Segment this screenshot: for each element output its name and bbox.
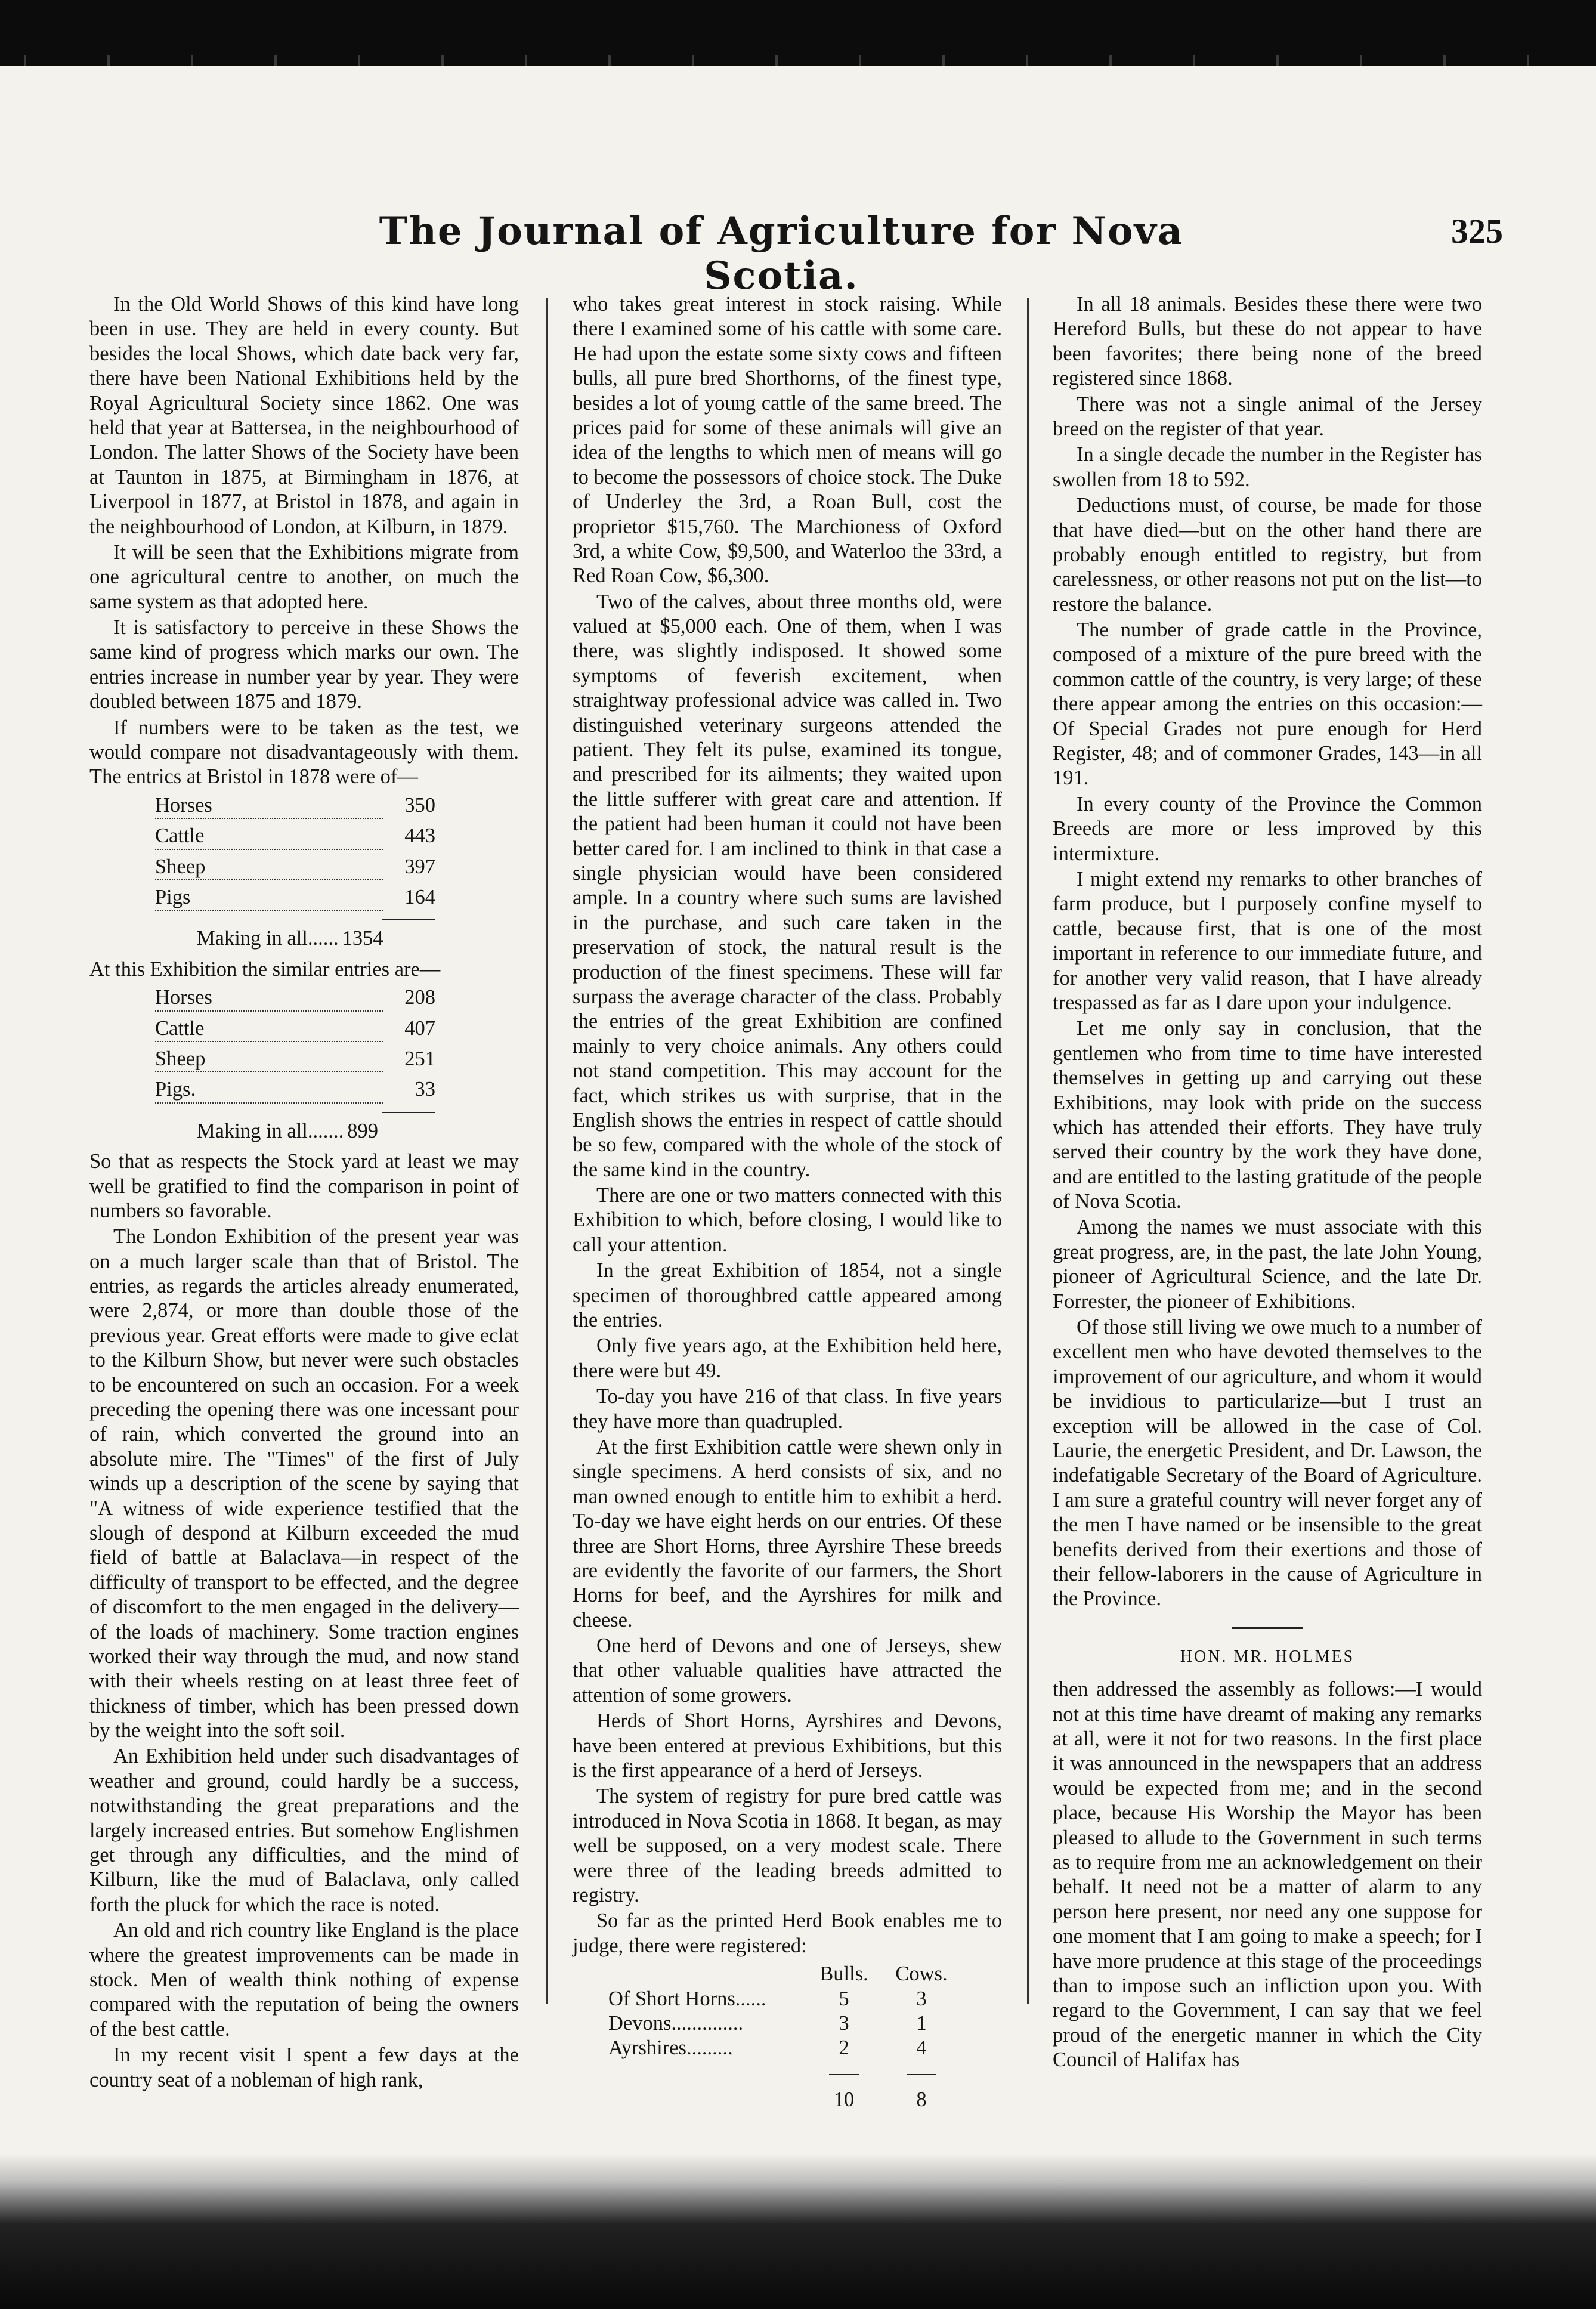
paragraph: In the great Exhibition of 1854, not a single specimen of thoroughbred cattle appeared among the entries. (573, 1259, 1002, 1332)
stat-total (197, 1119, 519, 1143)
paragraph: who takes great interest in stock raising. While there I examined some of his cattle with some care. He had upon the estate some sixty cows and fifteen bulls, all pure bred Shorthorns, of the finest type, besides a lot of young cattle of the same breed. The prices paid for some of these animals will give an idea of the lengths to which men of means will go to become the possessors of choice stock. The Duke of Underley the 3rd, a Roan Bull, cost the proprietor $15,760. The Marchioness of Oxford 3rd, a white Cow, $9,500, and Waterloo the 33rd, a Red Roan Cow, $6,300. (573, 293, 1002, 588)
bristol-entries-table (89, 793, 519, 951)
scan-border-bottom (0, 2154, 1596, 2309)
paragraph: There are one or two matters connected with this Exhibition to which, before closing, I would like to call your attention. (573, 1184, 1002, 1256)
section-divider (1232, 1627, 1303, 1629)
paragraph: In all 18 animals. Besides these there were two Hereford Bulls, but these do not appear to have been favorites; there being none of the breed registered since 1868. (1053, 293, 1482, 390)
stat-value: 164 (404, 885, 435, 908)
stat-total-label: Making in all...... (197, 927, 339, 950)
herd-breed: Of Short Horns...... (608, 1987, 766, 2010)
herd-book-table (573, 1962, 1002, 2112)
herd-total-row (573, 2088, 1002, 2112)
paragraph: In a single decade the number in the Register has swollen from 18 to 592. (1053, 443, 1482, 491)
sum-rule (382, 919, 435, 920)
stat-row (155, 1077, 435, 1108)
stat-value: 350 (404, 793, 435, 817)
stat-label: Sheep (155, 1047, 383, 1072)
column-2 (573, 292, 1002, 2112)
herd-bulls: 5 (839, 1987, 849, 2010)
sum-rule (907, 2074, 936, 2075)
paragraph: I might extend my remarks to other branches of farm produce, but I purposely confine myself to cattle, because first, that is one of the most important in reference to our immediate future, and for another very valid reason, that I have already trespassed as far as I dare upon your indulgence. (1053, 867, 1482, 1014)
paragraph: In the Old World Shows of this kind have long been in use. They are held in every county. But besides the local Shows, which date back very far, there have been National Exhibitions held by the Royal Agricultural Society since 1862. One was held that year at Battersea, in the neighbourhood of London. The latter Shows of the Society have been at Taunton in 1875, at Birmingham in 1876, at Liverpool in 1877, at Bristol in 1878, and again in the neighbourhood of London, at Kilburn, in 1879. (89, 293, 519, 538)
paragraph: It is satisfactory to perceive in these Shows the same kind of progress which marks our own. The entries increase in number year by year. They were doubled between 1875 and 1879. (89, 616, 519, 713)
stat-total-value: 899 (347, 1119, 379, 1142)
herd-row (573, 2036, 1002, 2060)
paragraph: One herd of Devons and one of Jerseys, shew that other valuable qualities have attracted the attention of some growers. (573, 1634, 1002, 1707)
stat-label: Pigs (155, 885, 383, 911)
stat-value: 33 (415, 1078, 435, 1101)
paragraph: Two of the calves, about three months old, were valued at $5,000 each. One of them, when I was there, was slightly indisposed. It showed some symptoms of feverish excitement, when straightway professional advice was called in. Two distinguished veterinary surgeons attended the patient. They felt its pulse, examined its tongue, and prescribed for its ailments; they waited upon the little sufferer with great care and attention. If the patient had been human it could not have been better cared for. I am inclined to think in that case a single physician would have been considered ample. In a country where such sums are lavished in the purchase, and such care taken in the preservation of stock, the natural result is the production of the finest specimens. These will far surpass the average character of the class. Probably the entries of the great Exhibition are confined mainly to very choice animals. Any others could not stand competition. This may account for the fact, which strikes us with surprise, that in the English shows the entries in respect of cattle should be so few, compared with the whole of the stock of the same kind in the country. (573, 590, 1002, 1181)
paragraph: then addressed the assembly as follows:—I would not at this time have dreamt of making any remarks at all, were it not for two reasons. In the first place it was announced in the newspapers that an address would be expected from me; and in the second place, because His Worship the Mayor has been pleased to allude to the Government in such terms as to require from me an acknowledgement on their behalf. It need not be a matter of alarm to any person here present, nor need any one suppose for one moment that I am going to make a speech; for I have more prudence at this stage of the proceedings than to impose such an infliction upon you. With regard to the Government, I can say that we feel proud of the energetic manner in which the City Council of Halifax has (1053, 1678, 1482, 2072)
paragraph: The London Exhibition of the present year was on a much larger scale than that of Bristol. The entries, as regards the articles already enumerated, were 2,874, or more than double those of the previous year. Great efforts were made to give eclat to the Kilburn Show, but never were such obstacles to be encountered on such an occasion. For a week preceding the opening there was one incessant pour of rain, which converted the ground into an absolute mire. The "Times" of the first of July winds up a description of the scene by saying that "A witness of wide experience testified that the slough of despond at Kilburn exceeded the mud field of battle at Balaclava—in respect of the difficulty of transport to be effected, and the degree of discomfort to the men engaged in the delivery—of the loads of machinery. Some traction engines worked their way through the mud, and now stand with their wheels resting on at least three feet of thickness of timber, which has been pressed down by the weight into the soft soil. (89, 1225, 519, 1742)
stat-value: 397 (404, 855, 435, 878)
paragraph: There was not a single animal of the Jersey breed on the register of that year. (1053, 392, 1482, 440)
herd-table-header (805, 1962, 1002, 1986)
stat-row (155, 985, 435, 1016)
column-rule (1027, 298, 1029, 2004)
paragraph: In my recent visit I spent a few days at the country seat of a nobleman of high rank, (89, 2044, 519, 2091)
stat-row (155, 824, 435, 854)
paragraph: So far as the printed Herd Book enables me to judge, there were registered: (573, 1909, 1002, 1957)
page-header (89, 203, 1503, 298)
herd-row (573, 1987, 1002, 2011)
stat-row (155, 885, 435, 916)
stat-row (155, 793, 435, 824)
paragraph: Deductions must, of course, be made for those that have died—but on the other hand there are probably enough entitled to registry, but from carelessness, or other reasons not put on the list—to restore the balance. (1053, 494, 1482, 616)
herd-breed: Ayrshires......... (608, 2036, 733, 2060)
paragraph: Herds of Short Horns, Ayrshires and Devons, have been entered at previous Exhibitions, but this is the first appearance of a herd of Jerseys. (573, 1710, 1002, 1782)
paragraph: If numbers were to be taken as the test, we would compare not disadvantageously with them. The entrics at Bristol in 1878 were of— (89, 716, 519, 789)
stat-value: 407 (404, 1016, 435, 1040)
herd-cows: 1 (916, 2011, 927, 2035)
stat-label: Sheep (155, 855, 383, 880)
stat-value: 251 (404, 1047, 435, 1070)
stat-value: 443 (404, 824, 435, 848)
cows-header: Cows. (895, 1962, 948, 1986)
column-1 (89, 292, 519, 2091)
paragraph: Only five years ago, at the Exhibition held here, there were but 49. (573, 1334, 1002, 1382)
paragraph: It will be seen that the Exhibitions migrate from one agricultural centre to another, on much the same system as that adopted here. (89, 540, 519, 613)
stat-label: Horses (155, 985, 383, 1011)
stat-total (197, 926, 519, 951)
herd-total-cows: 8 (916, 2088, 927, 2112)
article-columns (89, 292, 1503, 2112)
paragraph: Of those still living we owe much to a number of excellent men who have devoted themselves to the improvement of our agriculture, and whom it would be invidious to particularize—but I trust an exception will be allowed in the case of Col. Laurie, the energetic President, and Dr. Lawson, the indefatigable Secretary of the Board of Agriculture. I am sure a grateful country will never forget any of the men I have named or be insensible to the great benefits derived from their exertions and those of their fellow-laborers in the cause of Agriculture in the Province. (1053, 1316, 1482, 1611)
paragraph: At the first Exhibition cattle were shewn only in single specimens. A herd consists of six, and no man owned enough to entitle him to exhibit a herd. To-day we have eight herds on our entries. Of these three are Short Horns, three Ayrshire These breeds are evidently the favorite of our farmers, the Short Horns for beef, and the Ayrshires for milk and cheese. (573, 1435, 1002, 1631)
page-number: 325 (1451, 212, 1503, 251)
herd-breed: Devons.............. (608, 2011, 744, 2035)
stat-label: Pigs. (155, 1077, 383, 1103)
stat-total-label: Making in all....... (197, 1119, 344, 1142)
paragraph: At this Exhibition the similar entries are— (89, 957, 441, 981)
stat-label: Horses (155, 793, 383, 819)
scan-border-top (0, 0, 1596, 66)
paragraph: In every county of the Province the Common Breeds are more or less improved by this intermixture. (1053, 792, 1482, 865)
stat-label: Cattle (155, 824, 383, 849)
paragraph: The system of registry for pure bred cattle was introduced in Nova Scotia in 1868. It began, as may well be supposed, on a very modest scale. There were three of the leading breeds admitted to registry. (573, 1785, 1002, 1906)
stat-total-value: 1354 (342, 927, 383, 950)
herd-row (573, 2011, 1002, 2036)
stat-row (155, 1047, 435, 1077)
stat-row (155, 855, 435, 885)
paragraph: The number of grade cattle in the Province, composed of a mixture of the pure breed with the common cattle of the country, is very large; of these there appear among the entries on this occasion:—Of Special Grades not pure enough for Herd Register, 48; and of commoner Grades, 143—in all 191. (1053, 619, 1482, 790)
herd-cows: 4 (916, 2036, 927, 2060)
herd-total-bulls: 10 (833, 2088, 855, 2112)
running-title: The Journal of Agriculture for Nova Scotia. (379, 209, 1184, 298)
paragraph: An Exhibition held under such disadvantages of weather and ground, could hardly be a success, notwithstanding the great preparations and the largely increased entries. But somehow Englishmen get through any difficulties, and the mind of Kilburn, like the mud of Balaclava, only called forth the pluck for which the race is noted. (89, 1745, 519, 1916)
column-3 (1053, 292, 1482, 2072)
stat-label: Cattle (155, 1016, 383, 1042)
paragraph: An old and rich country like England is the place where the greatest improvements can be made in stock. Men of wealth think nothing of expense compared with the reputation of being the owners of the best cattle. (89, 1919, 519, 2041)
paragraph: Let me only say in conclusion, that the gentlemen who from time to time have interested themselves in getting up and carrying out these Exhibitions, may look with pride on the success which has attended their efforts. They have truly served their country by the work they have done, and are entitled to the lasting gratitude of the people of Nova Scotia. (1053, 1017, 1482, 1213)
sum-rule (382, 1112, 435, 1113)
column-rule (546, 298, 548, 2004)
speaker-heading: HON. MR. HOLMES (1180, 1647, 1355, 1666)
stat-row (155, 1016, 435, 1047)
bulls-header: Bulls. (819, 1962, 868, 1986)
herd-sum-rules (573, 2061, 1002, 2085)
kilburn-entries-table (89, 985, 519, 1143)
stat-value: 208 (404, 986, 435, 1009)
herd-bulls: 3 (839, 2011, 849, 2035)
herd-cows: 3 (916, 1987, 927, 2010)
sum-rule (829, 2074, 859, 2075)
paragraph: Among the names we must associate with this great progress, are, in the past, the late John Young, pioneer of Agricultural Science, and the late Dr. Forrester, the pioneer of Exhibitions. (1053, 1216, 1482, 1313)
paragraph: To-day you have 216 of that class. In five years they have more than quadrupled. (573, 1385, 1002, 1433)
herd-bulls: 2 (839, 2036, 849, 2060)
paragraph: So that as respects the Stock yard at least we may well be gratified to find the comparison in point of numbers so favorable. (89, 1150, 519, 1222)
